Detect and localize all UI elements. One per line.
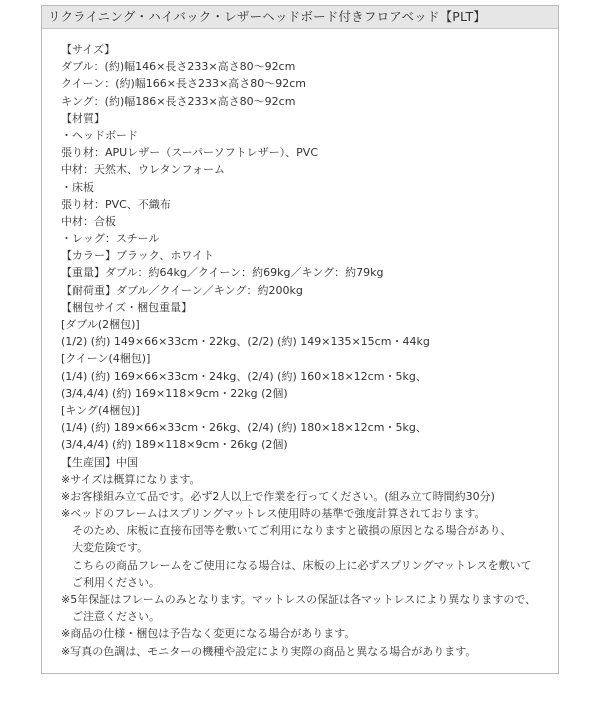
note-line: ※5年保証はフレームのみとなります。マットレスの保証は各マットレスにより異なりますので、 — [61, 593, 537, 606]
note-line: 大変危険です。 — [61, 541, 149, 555]
spec-line: (3/4,4/4) (約) 169×118×9cm・22kg (2個) — [61, 386, 288, 400]
spec-line: 張り材：APUレザー（スーパーソフトレザー）、PVC — [61, 146, 319, 160]
note-line: そのため、床板に直接布団等を敷いてご利用になりますと破損の原因となる場合があり、 — [61, 524, 512, 538]
spec-body — [61, 41, 550, 660]
note-line: こちらの商品フレームをご使用になる場合は、床板の上に必ずスプリングマットレスを敷いて — [61, 558, 532, 572]
spec-line: (1/4) (約) 189×66×33cm・26kg、(2/4) (約) 180×18×12cm・5kg、 — [61, 421, 427, 435]
spec-line: ・ヘッドボード — [61, 128, 138, 142]
spec-line: 【梱包サイズ・梱包重量】 — [61, 300, 193, 314]
note-line: ご注意ください。 — [61, 610, 160, 624]
spec-line: 張り材：PVC、不織布 — [61, 197, 171, 211]
spec-line: 【サイズ】 — [61, 43, 116, 56]
spec-line: ・床板 — [61, 180, 94, 194]
spec-line: 【生産国】中国 — [61, 455, 138, 469]
spec-line: (3/4,4/4) (約) 189×118×9cm・26kg (2個) — [61, 438, 288, 452]
note-line: ※サイズは概算になります。 — [61, 472, 201, 486]
note-line: ※写真の色調は、モニターの機種や設定により実際の商品と異なる場合があります。 — [61, 644, 477, 658]
spec-line: クイーン：(約)幅166×長さ233×高さ80～92cm — [61, 77, 306, 91]
spec-line: 【重量】ダブル：約64kg／クイーン：約69kg／キング：約79kg — [61, 266, 384, 280]
spec-line: ・レッグ：スチール — [61, 232, 160, 246]
note-line: ※商品の仕様・梱包は予告なく変更になる場合があります。 — [61, 627, 356, 641]
spec-line: キング：(約)幅186×長さ233×高さ80～92cm — [61, 94, 296, 108]
note-line: ※ベッドのフレームはスプリングマットレス使用時の基準で強度計算されております。 — [61, 507, 486, 521]
product-spec-panel — [41, 5, 559, 674]
spec-line: (1/4) (約) 169×66×33cm・24kg、(2/4) (約) 160×18×12cm・5kg、 — [61, 369, 427, 383]
spec-line: 【カラー】ブラック、ホワイト — [61, 249, 215, 263]
spec-line: [ダブル(2梱包)] — [61, 318, 140, 331]
spec-line: 中材：天然木、ウレタンフォーム — [61, 163, 226, 177]
spec-line: (1/2) (約) 149×66×33cm・22kg、(2/2) (約) 149×135×15cm・44kg — [61, 335, 430, 349]
spec-line: 中材：合板 — [61, 214, 116, 228]
spec-list — [61, 41, 550, 471]
spec-line: 【材質】 — [61, 111, 105, 125]
spec-line: 【耐荷重】ダブル／クイーン／キング：約200kg — [61, 283, 303, 297]
notes-list — [61, 471, 550, 660]
note-line: ご利用ください。 — [61, 575, 160, 589]
spec-line: [クイーン(4梱包)] — [61, 352, 151, 366]
panel-title: リクライニング・ハイバック・レザーヘッドボード付きフロアベッド【PLT】 — [42, 6, 558, 29]
spec-line: ダブル：(約)幅146×長さ233×高さ80～92cm — [61, 60, 296, 74]
note-line: ※お客様組み立て品です。必ず2人以上で作業を行ってください。(組み立て時間約30分) — [61, 489, 495, 503]
spec-line: [キング(4梱包)] — [61, 403, 140, 417]
